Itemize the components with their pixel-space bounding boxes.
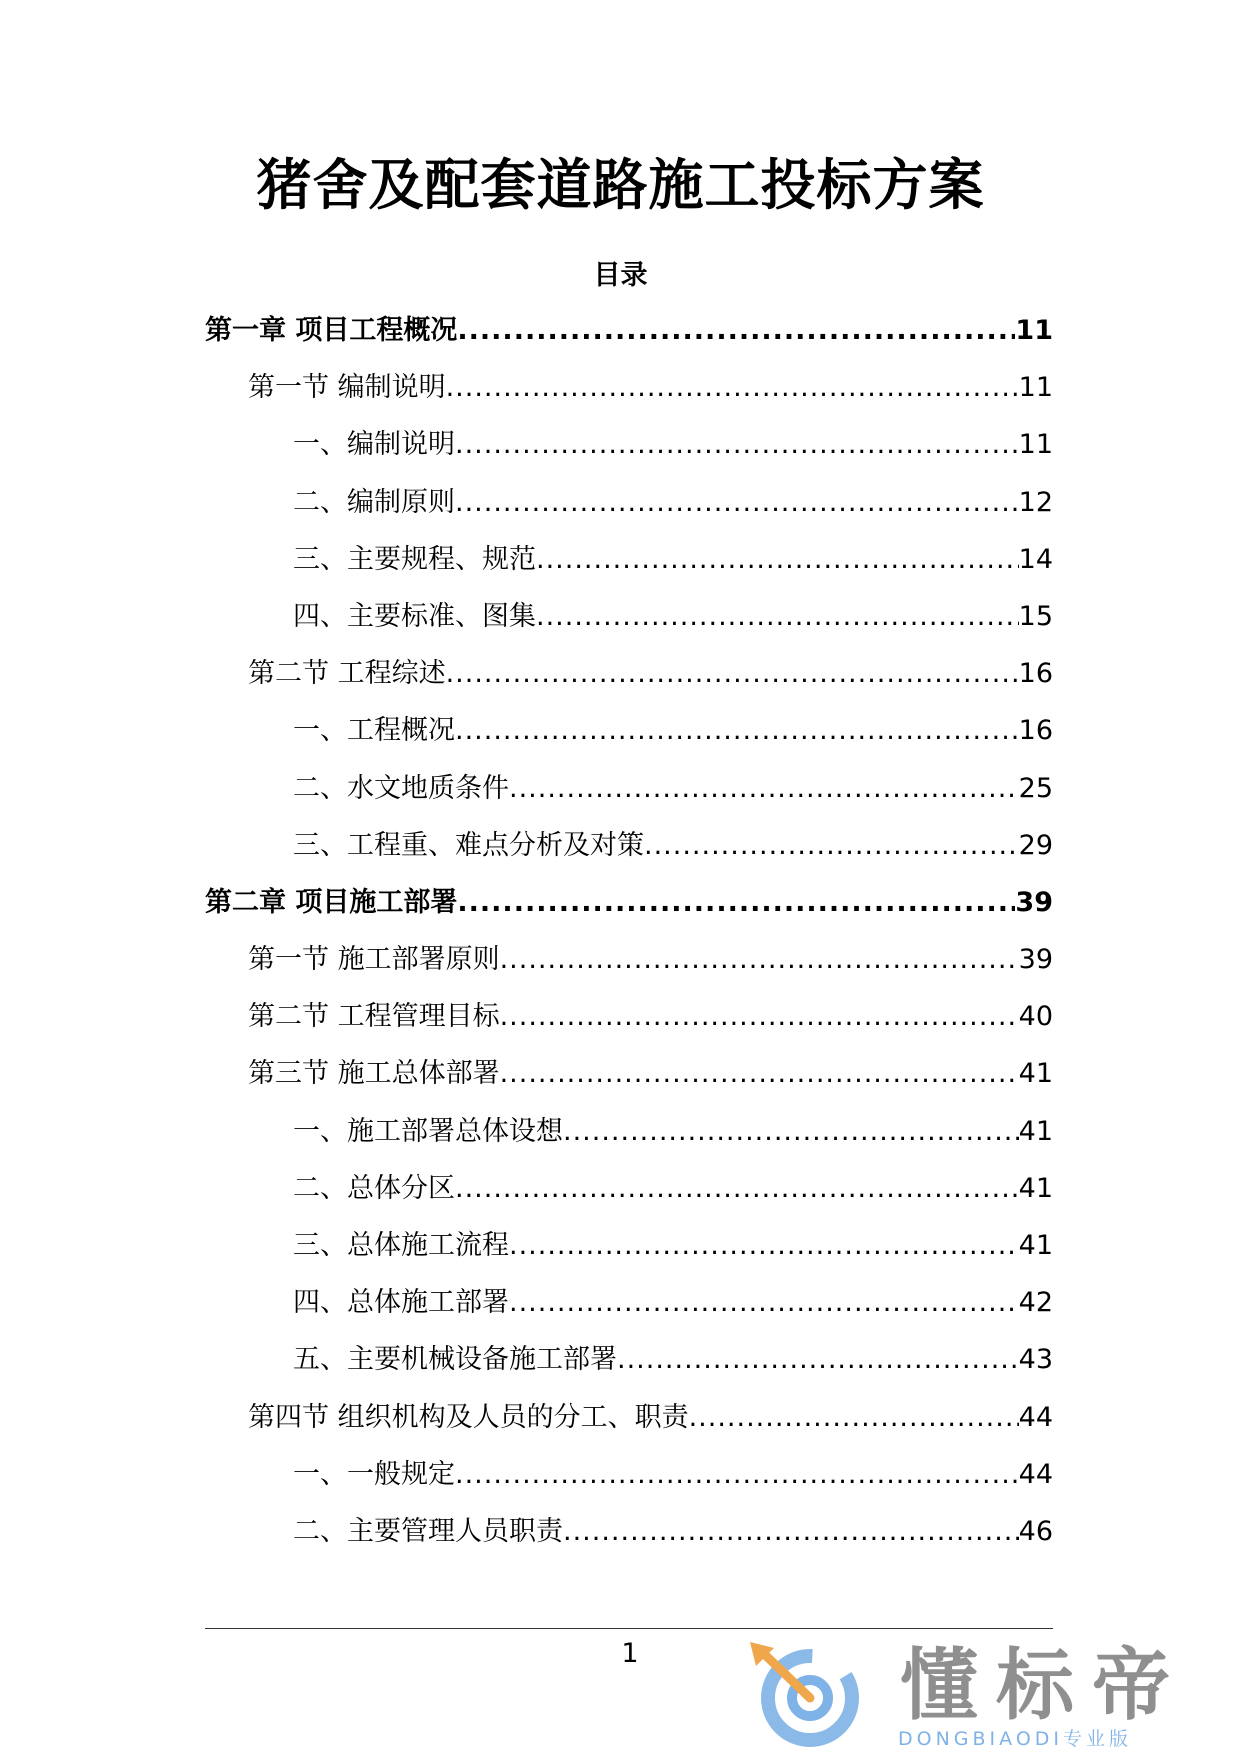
toc-entry-page: 40 — [1018, 1001, 1053, 1033]
toc-entry-page: 16 — [1018, 715, 1053, 747]
toc-entry[interactable] — [205, 1510, 1053, 1567]
toc-entry-label: 一、一般规定 — [293, 1458, 455, 1490]
toc-entry-page: 25 — [1018, 772, 1053, 804]
toc-entry-label: 第二节 工程管理目标 — [248, 1001, 500, 1033]
toc-entry-page: 44 — [1018, 1401, 1053, 1433]
toc-entry[interactable] — [205, 995, 1053, 1052]
toc-entry-label: 一、工程概况 — [293, 715, 455, 747]
toc-entry-page: 11 — [1018, 429, 1053, 461]
document-title: 猪舍及配套道路施工投标方案 — [256, 153, 985, 217]
toc-entry[interactable] — [205, 1396, 1053, 1453]
toc-entry-page: 41 — [1018, 1115, 1053, 1147]
toc-dot-leader — [617, 1338, 1019, 1382]
toc-entry-label: 第二节 工程综述 — [248, 658, 446, 690]
toc-dot-leader — [457, 309, 1015, 353]
toc-entry-page: 43 — [1018, 1344, 1053, 1376]
toc-dot-leader — [446, 366, 1019, 410]
toc-entry[interactable] — [205, 481, 1053, 538]
toc-dot-leader — [500, 1052, 1019, 1096]
toc-entry-page: 29 — [1018, 829, 1053, 861]
toc-entry-label: 三、总体施工流程 — [293, 1230, 509, 1261]
toc-entry[interactable] — [205, 1052, 1053, 1109]
toc-dot-leader — [563, 1510, 1019, 1554]
toc-dot-leader — [455, 709, 1019, 753]
table-of-contents — [205, 309, 1053, 1567]
toc-entry[interactable] — [205, 538, 1053, 595]
toc-entry-page: 44 — [1018, 1458, 1053, 1490]
toc-entry[interactable] — [205, 366, 1053, 423]
toc-dot-leader — [455, 481, 1019, 525]
toc-entry[interactable] — [205, 423, 1053, 480]
toc-dot-leader — [500, 995, 1019, 1039]
toc-entry-label: 四、总体施工部署 — [293, 1287, 509, 1319]
toc-dot-leader — [500, 938, 1019, 982]
watermark-brand-name: 懂标帝 — [900, 1641, 1189, 1731]
toc-entry-page: 16 — [1018, 658, 1053, 690]
toc-entry[interactable] — [205, 938, 1053, 995]
toc-entry-label: 四、主要标准、图集 — [293, 600, 536, 632]
watermark-subtitle: DONGBIAODI专业版 — [898, 1728, 1133, 1750]
toc-dot-leader — [455, 1453, 1019, 1497]
toc-entry-page: 14 — [1018, 543, 1053, 575]
toc-entry[interactable] — [205, 881, 1053, 938]
toc-entry-label: 二、水文地质条件 — [293, 772, 509, 804]
toc-dot-leader — [689, 1396, 1019, 1440]
toc-entry-label: 二、编制原则 — [293, 486, 455, 518]
toc-entry[interactable] — [205, 1110, 1053, 1167]
toc-entry-label: 五、主要机械设备施工部署 — [293, 1344, 617, 1376]
toc-entry-page: 41 — [1018, 1172, 1053, 1204]
toc-heading: 目录 — [593, 260, 648, 291]
toc-dot-leader — [455, 423, 1019, 467]
toc-entry[interactable] — [205, 1167, 1053, 1224]
toc-entry-label: 第一节 编制说明 — [248, 372, 446, 404]
toc-dot-leader — [536, 538, 1019, 582]
toc-dot-leader — [536, 595, 1019, 639]
toc-entry-page: 12 — [1018, 486, 1053, 518]
toc-dot-leader — [457, 881, 1015, 925]
toc-entry[interactable] — [205, 709, 1053, 766]
toc-entry[interactable] — [205, 1224, 1053, 1281]
toc-entry-page: 15 — [1018, 600, 1053, 632]
toc-dot-leader — [509, 1281, 1019, 1325]
toc-entry-page: 41 — [1018, 1230, 1053, 1261]
toc-entry-label: 三、工程重、难点分析及对策 — [293, 829, 644, 861]
toc-entry[interactable] — [205, 1453, 1053, 1510]
toc-entry-page: 41 — [1018, 1058, 1053, 1090]
toc-entry[interactable] — [205, 767, 1053, 824]
toc-entry-label: 一、编制说明 — [293, 429, 455, 461]
toc-dot-leader — [455, 1167, 1019, 1211]
toc-entry-page: 39 — [1015, 886, 1053, 918]
toc-entry-page: 42 — [1018, 1287, 1053, 1319]
toc-entry-label: 第二章 项目施工部署 — [205, 886, 458, 918]
toc-dot-leader — [509, 767, 1019, 811]
toc-entry-page: 11 — [1018, 372, 1053, 404]
toc-entry-label: 第一节 施工部署原则 — [248, 944, 500, 976]
watermark — [740, 1640, 1220, 1750]
toc-dot-leader — [644, 824, 1019, 868]
toc-entry-label: 第四节 组织机构及人员的分工、职责 — [248, 1401, 689, 1433]
page-number: 1 — [621, 1638, 639, 1669]
toc-entry[interactable] — [205, 309, 1053, 366]
toc-dot-leader — [446, 652, 1019, 696]
toc-entry[interactable] — [205, 652, 1053, 709]
toc-entry-page: 39 — [1018, 944, 1053, 976]
target-arrow-icon — [740, 1640, 880, 1750]
toc-entry-label: 第三节 施工总体部署 — [248, 1058, 500, 1090]
toc-entry-label: 二、总体分区 — [293, 1172, 455, 1204]
toc-entry-page: 46 — [1018, 1515, 1053, 1547]
toc-entry-page: 11 — [1015, 315, 1053, 346]
toc-entry[interactable] — [205, 595, 1053, 652]
toc-entry-label: 一、施工部署总体设想 — [293, 1115, 563, 1147]
toc-entry-label: 第一章 项目工程概况 — [205, 315, 458, 346]
toc-dot-leader — [563, 1110, 1019, 1154]
toc-dot-leader — [509, 1224, 1019, 1268]
toc-entry-label: 二、主要管理人员职责 — [293, 1515, 563, 1547]
toc-entry[interactable] — [205, 1338, 1053, 1395]
toc-entry[interactable] — [205, 824, 1053, 881]
footer-divider — [205, 1628, 1053, 1629]
toc-entry[interactable] — [205, 1281, 1053, 1338]
toc-entry-label: 三、主要规程、规范 — [293, 543, 536, 575]
